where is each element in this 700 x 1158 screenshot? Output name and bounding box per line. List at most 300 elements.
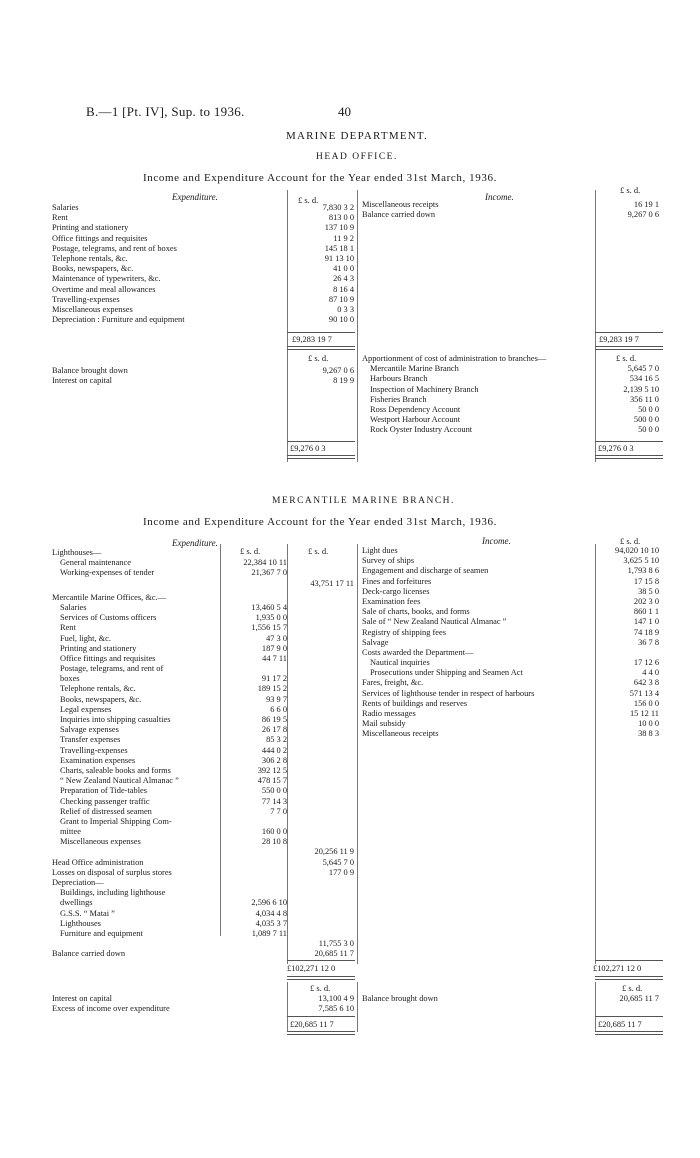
mm-second-left-total-rule bbox=[287, 1031, 355, 1035]
ledger-row bbox=[52, 766, 357, 776]
ho-apportion-total: £9,276 0 3 bbox=[598, 444, 634, 453]
ledger-row-amount: 20,685 11 7 bbox=[314, 949, 354, 959]
ledger-row bbox=[52, 664, 357, 674]
ledger-row-amount: 9,267 0 6 bbox=[322, 366, 354, 375]
ledger-row-label: Salaries bbox=[60, 602, 87, 612]
ledger-row-label: Sale of charts, books, and forms bbox=[362, 607, 470, 617]
ledger-row bbox=[52, 264, 357, 274]
ledger-subtotal-amount: 43,751 17 11 bbox=[310, 578, 354, 588]
mm-second-left-total: £20,685 11 7 bbox=[290, 1020, 334, 1029]
ledger-row-label: Travelling-expenses bbox=[52, 294, 120, 304]
ledger-row bbox=[362, 405, 662, 415]
ledger-row-label: Preparation of Tide-tables bbox=[60, 786, 147, 796]
ledger-subtotal-amount: 20,256 11 9 bbox=[314, 847, 354, 857]
ledger-row bbox=[362, 364, 662, 374]
ledger-row bbox=[52, 623, 357, 633]
ledger-row bbox=[362, 395, 662, 405]
ledger-row bbox=[52, 695, 357, 705]
ledger-row bbox=[362, 566, 662, 576]
ledger-row-amount: 47 3 0 bbox=[266, 633, 287, 643]
ledger-row bbox=[52, 295, 357, 305]
ledger-row-label: Rents of buildings and reserves bbox=[362, 698, 468, 708]
department-title: MARINE DEPARTMENT. bbox=[286, 130, 428, 142]
ledger-row-amount: 41 0 0 bbox=[333, 264, 354, 274]
ledger-row-label: Buildings, including lighthouse bbox=[60, 888, 166, 898]
ledger-row-label: Furniture and equipment bbox=[60, 928, 143, 938]
ledger-row-label: Deck-cargo licenses bbox=[362, 586, 430, 596]
ledger-row-amount: 90 10 0 bbox=[328, 315, 354, 325]
ledger-row bbox=[52, 949, 357, 959]
ho-inc-total: £9,283 19 7 bbox=[599, 335, 639, 344]
ledger-row-label: Interest on capital bbox=[52, 994, 112, 1003]
ledger-row bbox=[52, 634, 357, 644]
ho-second-rule bbox=[287, 441, 355, 442]
ledger-row-label: Printing and stationery bbox=[52, 223, 129, 233]
ledger-row-amount: 17 12 6 bbox=[633, 658, 659, 668]
ledger-row bbox=[52, 603, 357, 613]
ledger-row bbox=[52, 797, 357, 807]
ledger-row bbox=[362, 374, 662, 384]
mm-second-right-money-heading: £ s. d. bbox=[622, 983, 643, 993]
ledger-row bbox=[362, 210, 662, 220]
ledger-row bbox=[52, 807, 357, 817]
ledger-row-label: Mercantile Marine Branch bbox=[370, 364, 459, 374]
ledger-row-label: Fares, freight, &c. bbox=[362, 678, 424, 688]
ho-income-list bbox=[362, 200, 662, 220]
ledger-row bbox=[52, 223, 357, 233]
ledger-row bbox=[52, 203, 357, 213]
ledger-row-amount: 86 19 5 bbox=[261, 715, 287, 724]
mm-exp-subtotal-rule bbox=[287, 960, 355, 961]
ledger-row bbox=[362, 648, 662, 658]
ledger-row bbox=[52, 746, 357, 756]
ledger-row-amount: 444 0 2 bbox=[261, 745, 287, 755]
ledger-row-label: G.S.S. “ Matai ” bbox=[60, 908, 115, 918]
ledger-row bbox=[52, 786, 357, 796]
ho-exp-total-rule bbox=[287, 346, 355, 350]
ho-apportion-rule bbox=[595, 441, 663, 442]
ledger-row-label: Light dues bbox=[362, 546, 398, 555]
ledger-row bbox=[52, 684, 357, 694]
ledger-row-amount: 478 15 7 bbox=[257, 776, 287, 786]
ho-second-left-list bbox=[52, 366, 357, 386]
ledger-row-label: dwellings bbox=[60, 898, 93, 908]
ledger-row bbox=[362, 425, 662, 435]
ledger-row-label: Radio messages bbox=[362, 709, 416, 718]
ledger-row-amount: 10 0 0 bbox=[638, 719, 659, 729]
ledger-subtotal-row bbox=[52, 939, 357, 949]
ledger-row-amount: 813 0 0 bbox=[328, 213, 354, 223]
mm-second-right-rule bbox=[595, 982, 596, 1032]
mm-inc-money-heading: £ s. d. bbox=[620, 536, 641, 546]
ledger-row-label: mittee bbox=[60, 827, 81, 837]
ledger-row bbox=[362, 709, 662, 719]
mm-exp-outer-money-heading: £ s. d. bbox=[308, 546, 329, 556]
ho-expenditure-list bbox=[52, 203, 357, 325]
ledger-row-label: Engagement and discharge of seamen bbox=[362, 566, 489, 576]
ledger-row-amount: 500 0 0 bbox=[633, 415, 659, 425]
ledger-row-amount: 13,460 5 4 bbox=[251, 602, 287, 612]
mm-income-heading: Income. bbox=[482, 536, 511, 546]
ledger-section-heading: Lighthouses— bbox=[52, 548, 102, 557]
ledger-row-amount: 7,585 6 10 bbox=[318, 1004, 354, 1014]
mm-second-center-rule bbox=[357, 982, 358, 1032]
ledger-row-label: Depreciation : Furniture and equipment bbox=[52, 315, 185, 325]
ledger-row bbox=[52, 366, 357, 376]
page-number: 40 bbox=[338, 104, 351, 119]
ledger-row-label: Telephone rentals, &c. bbox=[60, 684, 136, 694]
ledger-row-label: Rent bbox=[52, 213, 68, 223]
ledger-row-amount: 356 11 0 bbox=[629, 394, 659, 404]
ledger-row-label: Charts, saleable books and forms bbox=[60, 765, 171, 775]
mm-inc-total: £102,271 12 0 bbox=[593, 964, 642, 973]
mm-second-money-heading: £ s. d. bbox=[310, 983, 331, 993]
ledger-row-label: Costs awarded the Department— bbox=[362, 647, 474, 657]
ho-apportionment-list bbox=[362, 354, 662, 436]
ledger-row-label: Telephone rentals, &c. bbox=[52, 253, 128, 263]
ledger-row-label: Travelling-expenses bbox=[60, 745, 128, 755]
ledger-row-amount: 0 3 3 bbox=[337, 304, 354, 314]
ledger-row-label: Postage, telegrams, and rent of bbox=[60, 664, 164, 674]
ledger-row-amount: 16 19 1 bbox=[633, 200, 659, 209]
ledger-row-label: Balance carried down bbox=[362, 210, 436, 220]
ledger-row-label: Inquiries into shipping casualties bbox=[60, 715, 171, 724]
ledger-row-amount: 4,034 4 8 bbox=[255, 908, 287, 918]
ledger-row-amount: 860 1 1 bbox=[633, 607, 659, 617]
ledger-row bbox=[362, 617, 662, 627]
mm-exp-total: £102,271 12 0 bbox=[287, 964, 336, 973]
ledger-row bbox=[52, 735, 357, 745]
ledger-row-amount: 28 10 8 bbox=[261, 837, 287, 847]
ledger-row-amount: 93 9 7 bbox=[266, 694, 287, 704]
ledger-row-amount: 8 16 4 bbox=[333, 284, 354, 294]
ledger-row-label: “ New Zealand Nautical Almanac ” bbox=[60, 776, 179, 786]
ledger-row-amount: 26 17 8 bbox=[261, 725, 287, 735]
ho-center-rule bbox=[357, 190, 358, 462]
ledger-row-amount: 26 4 3 bbox=[333, 274, 354, 284]
ledger-row-label: Books, newspapers, &c. bbox=[52, 264, 134, 274]
ledger-row-label: Examination expenses bbox=[60, 755, 136, 765]
ledger-row bbox=[52, 929, 357, 939]
ledger-row-amount: 22,384 10 11 bbox=[243, 558, 287, 568]
ledger-row bbox=[52, 285, 357, 295]
ledger-row-amount: 160 0 0 bbox=[261, 827, 287, 837]
ledger-row-label: Rock Oyster Industry Account bbox=[370, 425, 473, 435]
ho-exp-subtotal-rule bbox=[287, 332, 355, 333]
ledger-row-label: Miscellaneous receipts bbox=[362, 729, 439, 739]
ledger-row-amount: 202 3 0 bbox=[633, 596, 659, 606]
ledger-row bbox=[52, 1004, 357, 1014]
mm-second-left-subrule bbox=[287, 1016, 355, 1017]
ledger-row-amount: 7 7 0 bbox=[270, 806, 287, 816]
ledger-row bbox=[362, 678, 662, 688]
ledger-row-amount: 74 18 9 bbox=[633, 627, 659, 637]
ho-apportion-total-rule bbox=[595, 455, 663, 459]
ledger-row-amount: 44 7 11 bbox=[262, 653, 287, 663]
ho-apportion-money-heading: £ s. d. bbox=[616, 353, 637, 363]
head-office-title: HEAD OFFICE. bbox=[316, 152, 398, 162]
ledger-row-amount: 177 0 9 bbox=[328, 867, 354, 877]
mercantile-account-title: Income and Expenditure Account for the Year ended 31st March, 1936. bbox=[143, 516, 497, 528]
ledger-row bbox=[362, 597, 662, 607]
ledger-row bbox=[52, 827, 357, 837]
ledger-row bbox=[362, 587, 662, 597]
ledger-row bbox=[52, 837, 357, 847]
mm-second-right-total: £20,685 11 7 bbox=[598, 1020, 642, 1029]
ledger-row-label: Nautical inquiries bbox=[370, 658, 430, 668]
ledger-row-amount: 17 15 8 bbox=[633, 576, 659, 586]
ledger-row-label: Westport Harbour Account bbox=[370, 415, 461, 425]
ledger-row-label: Lighthouses bbox=[60, 918, 101, 928]
ledger-row bbox=[52, 644, 357, 654]
ledger-row-amount: 21,367 7 0 bbox=[251, 568, 287, 578]
ledger-row-amount: 91 17 2 bbox=[261, 674, 287, 684]
ledger-row bbox=[362, 385, 662, 395]
ledger-row bbox=[362, 200, 662, 210]
ledger-row-label: Balance brought down bbox=[52, 366, 128, 375]
ledger-row-label: Fisheries Branch bbox=[370, 394, 427, 404]
ledger-row bbox=[52, 315, 357, 325]
ledger-row-amount: 87 10 9 bbox=[328, 294, 354, 304]
mm-second-right-subrule bbox=[595, 1016, 663, 1017]
ledger-row bbox=[52, 213, 357, 223]
mm-second-right-list bbox=[362, 994, 662, 1004]
ledger-row bbox=[362, 994, 662, 1004]
ledger-row-amount: 534 16 5 bbox=[629, 374, 659, 384]
mm-second-left-rule bbox=[287, 982, 288, 1032]
ledger-row bbox=[52, 817, 357, 827]
ledger-row-label: Salaries bbox=[52, 203, 79, 212]
ledger-row-label: Mail subsidy bbox=[362, 719, 406, 729]
ledger-row bbox=[362, 658, 662, 668]
ledger-row bbox=[362, 668, 662, 678]
ledger-row-amount: 147 1 0 bbox=[633, 617, 659, 627]
ho-second-total-rule bbox=[287, 455, 355, 459]
ledger-row bbox=[362, 699, 662, 709]
ledger-subtotal-row bbox=[52, 579, 357, 589]
ledger-row-amount: 392 12 5 bbox=[257, 765, 287, 775]
mm-exp-inner-money-heading: £ s. d. bbox=[240, 546, 261, 556]
ledger-row-amount: 13,100 4 9 bbox=[318, 994, 354, 1003]
ledger-subtotal-amount: 11,755 3 0 bbox=[318, 939, 354, 949]
ho-second-total: £9,276 0 3 bbox=[290, 444, 326, 453]
ledger-row-label: Miscellaneous expenses bbox=[52, 304, 133, 314]
ledger-row-amount: 3,625 5 10 bbox=[623, 556, 659, 566]
ledger-row bbox=[52, 909, 357, 919]
ledger-row-label: Services of lighthouse tender in respect of harbours bbox=[362, 688, 535, 698]
ledger-row bbox=[52, 674, 357, 684]
ledger-row bbox=[52, 858, 357, 868]
ho-inc-subtotal-rule bbox=[595, 332, 663, 333]
ledger-row-label: Relief of distressed seamen bbox=[60, 806, 152, 816]
ledger-row bbox=[52, 254, 357, 264]
ledger-section-heading: Mercantile Marine Offices, &c.— bbox=[52, 592, 167, 602]
ho-expenditure-heading: Expenditure. bbox=[172, 192, 218, 202]
ledger-row-label: Prosecutions under Shipping and Seamen Act bbox=[370, 668, 523, 678]
ledger-row-amount: 187 9 0 bbox=[261, 643, 287, 653]
ledger-row-label: Printing and stationery bbox=[60, 643, 137, 653]
ledger-row-label: Miscellaneous receipts bbox=[362, 200, 439, 209]
ledger-row-label: Legal expenses bbox=[60, 704, 112, 714]
ledger-row-amount: 9,267 0 6 bbox=[627, 210, 659, 220]
ledger-row bbox=[52, 705, 357, 715]
ledger-row-amount: 20,685 11 7 bbox=[619, 994, 659, 1003]
ledger-row-amount: 4 4 0 bbox=[642, 668, 659, 678]
ledger-row bbox=[52, 756, 357, 766]
mm-inc-total-rule bbox=[595, 976, 663, 980]
ledger-row-amount: 2,596 6 10 bbox=[251, 898, 287, 908]
mm-exp-total-rule bbox=[287, 976, 355, 980]
ledger-row bbox=[52, 715, 357, 725]
mm-second-right-total-rule bbox=[595, 1031, 663, 1035]
ledger-row-label: boxes bbox=[60, 674, 80, 684]
ledger-row-amount: 5,645 7 0 bbox=[627, 364, 659, 374]
ledger-row-amount: 137 10 9 bbox=[324, 223, 354, 233]
ledger-row-amount: 38 8 3 bbox=[638, 729, 659, 739]
ledger-row-label: Examination fees bbox=[362, 596, 421, 606]
ledger-row-label: Ross Dependency Account bbox=[370, 404, 461, 414]
ledger-row-label: Harbours Branch bbox=[370, 374, 428, 384]
ledger-row bbox=[52, 888, 357, 898]
ledger-row bbox=[52, 898, 357, 908]
ledger-row-label: Postage, telegrams, and rent of boxes bbox=[52, 243, 177, 253]
ledger-row-label: Miscellaneous expenses bbox=[60, 837, 141, 847]
ledger-row bbox=[52, 244, 357, 254]
ledger-row-label: Losses on disposal of surplus stores bbox=[52, 867, 172, 877]
mm-inc-subtotal-rule bbox=[595, 960, 663, 961]
ledger-row-amount: 85 3 2 bbox=[266, 735, 287, 745]
ledger-row-label: Balance brought down bbox=[362, 994, 438, 1003]
ledger-row bbox=[52, 654, 357, 664]
ledger-row-amount: 5,645 7 0 bbox=[322, 857, 354, 867]
ledger-row-amount: 8 19 9 bbox=[333, 376, 354, 386]
ledger-row bbox=[52, 376, 357, 386]
ledger-row-amount: 642 3 8 bbox=[633, 678, 659, 688]
ho-second-money-heading: £ s. d. bbox=[308, 353, 329, 363]
ledger-row-label: Office fittings and requisites bbox=[60, 653, 156, 663]
ledger-row-label: Head Office administration bbox=[52, 857, 144, 867]
ledger-row-label: Checking passenger traffic bbox=[60, 796, 150, 806]
ho-income-heading: Income. bbox=[485, 192, 514, 202]
ledger-row bbox=[362, 415, 662, 425]
ledger-row-label: Transfer expenses bbox=[60, 735, 121, 745]
ledger-row-label: Interest on capital bbox=[52, 376, 112, 386]
ledger-row-label: Overtime and meal allowances bbox=[52, 284, 156, 294]
ledger-row bbox=[362, 546, 662, 556]
ledger-row-label: Grant to Imperial Shipping Com- bbox=[60, 816, 172, 826]
ledger-row-amount: 156 0 0 bbox=[633, 698, 659, 708]
ledger-row-label: Services of Customs officers bbox=[60, 613, 157, 623]
ledger-row-label: Survey of ships bbox=[362, 556, 415, 566]
ledger-row-amount: 38 5 0 bbox=[638, 586, 659, 596]
ledger-row-amount: 50 0 0 bbox=[638, 404, 659, 414]
ledger-row bbox=[52, 558, 357, 568]
ledger-row-label: Fuel, light, &c. bbox=[60, 633, 111, 643]
ledger-row-amount: 1,793 8 6 bbox=[627, 566, 659, 576]
ledger-row-label: Working-expenses of tender bbox=[60, 568, 155, 578]
ledger-row bbox=[362, 607, 662, 617]
ledger-row bbox=[52, 725, 357, 735]
ledger-row bbox=[52, 994, 357, 1004]
ledger-row bbox=[362, 556, 662, 566]
ledger-row-amount: 1,556 15 7 bbox=[251, 623, 287, 633]
ledger-row-amount: 11 9 2 bbox=[333, 233, 354, 243]
ledger-row bbox=[362, 577, 662, 587]
ledger-row-label: Registry of shipping fees bbox=[362, 627, 446, 637]
head-office-account-title: Income and Expenditure Account for the Year ended 31st March, 1936. bbox=[143, 172, 497, 184]
ledger-subtotal-row bbox=[52, 847, 357, 857]
ledger-row-amount: 6 6 0 bbox=[270, 704, 287, 714]
ho-exp-total: £9,283 19 7 bbox=[292, 335, 332, 344]
ledger-row-amount: 91 13 10 bbox=[324, 253, 354, 263]
ledger-row bbox=[362, 729, 662, 739]
ledger-row bbox=[52, 568, 357, 578]
ho-inc-total-rule bbox=[595, 346, 663, 350]
ledger-row-label: Maintenance of typewriters, &c. bbox=[52, 274, 161, 284]
ledger-row-amount: 4,035 3 7 bbox=[255, 918, 287, 928]
ledger-section-heading: Apportionment of cost of administration to branches— bbox=[362, 354, 547, 363]
ledger-row bbox=[362, 719, 662, 729]
page-header-reference: B.—1 [Pt. IV], Sup. to 1936. bbox=[86, 104, 245, 119]
mm-expenditure-list bbox=[52, 548, 357, 960]
ledger-row bbox=[52, 776, 357, 786]
ledger-row-label: Sale of “ New Zealand Nautical Almanac ” bbox=[362, 617, 507, 627]
ledger-row-amount: 94,020 10 10 bbox=[615, 546, 659, 555]
mm-income-list bbox=[362, 546, 662, 740]
ledger-row-amount: 145 18 1 bbox=[324, 243, 354, 253]
ledger-row-label: Books, newspapers, &c. bbox=[60, 694, 142, 704]
ledger-row-amount: 1,935 0 0 bbox=[255, 613, 287, 623]
ledger-row bbox=[52, 919, 357, 929]
ledger-row bbox=[52, 305, 357, 315]
ledger-row-label: Office fittings and requisites bbox=[52, 233, 148, 243]
mm-center-rule bbox=[357, 544, 358, 964]
ledger-row bbox=[362, 689, 662, 699]
mercantile-title: MERCANTILE MARINE BRANCH. bbox=[272, 496, 455, 506]
ledger-row-amount: 15 12 11 bbox=[629, 709, 659, 718]
ledger-row-amount: 189 15 2 bbox=[257, 684, 287, 694]
ledger-row bbox=[52, 274, 357, 284]
ho-inc-money-heading: £ s. d. bbox=[620, 185, 641, 195]
ledger-row-label: Salvage expenses bbox=[60, 725, 119, 735]
ledger-row-label: Inspection of Machinery Branch bbox=[370, 384, 479, 394]
ledger-row-amount: 7,830 3 2 bbox=[322, 203, 354, 212]
ledger-row-amount: 306 2 8 bbox=[261, 755, 287, 765]
ledger-row-amount: 36 7 8 bbox=[638, 637, 659, 647]
ledger-row-amount: 77 14 3 bbox=[261, 796, 287, 806]
ledger-row-amount: 550 0 0 bbox=[261, 786, 287, 796]
ledger-row-label: Fines and forfeitures bbox=[362, 576, 432, 586]
ledger-row bbox=[362, 628, 662, 638]
ledger-row bbox=[52, 234, 357, 244]
ledger-row-label: General maintenance bbox=[60, 558, 131, 568]
ledger-row-label: Excess of income over expenditure bbox=[52, 1004, 170, 1014]
mm-second-left-list bbox=[52, 994, 357, 1014]
ledger-row bbox=[52, 613, 357, 623]
ledger-row-amount: 571 13 4 bbox=[629, 688, 659, 698]
ledger-row-label: Rent bbox=[60, 623, 76, 633]
ho-exp-money-heading: £ s. d. bbox=[298, 195, 319, 205]
ledger-row-amount: 1,089 7 11 bbox=[251, 928, 287, 938]
ledger-row-label: Salvage bbox=[362, 637, 389, 647]
ledger-row bbox=[52, 868, 357, 878]
ledger-row-amount: 2,139 5 10 bbox=[623, 384, 659, 394]
mm-expenditure-heading: Expenditure. bbox=[172, 538, 218, 548]
ledger-row-amount: 50 0 0 bbox=[638, 425, 659, 435]
ledger-row-label: Balance carried down bbox=[52, 949, 126, 959]
ledger-row bbox=[362, 638, 662, 648]
ledger-section-heading: Depreciation— bbox=[52, 878, 104, 887]
